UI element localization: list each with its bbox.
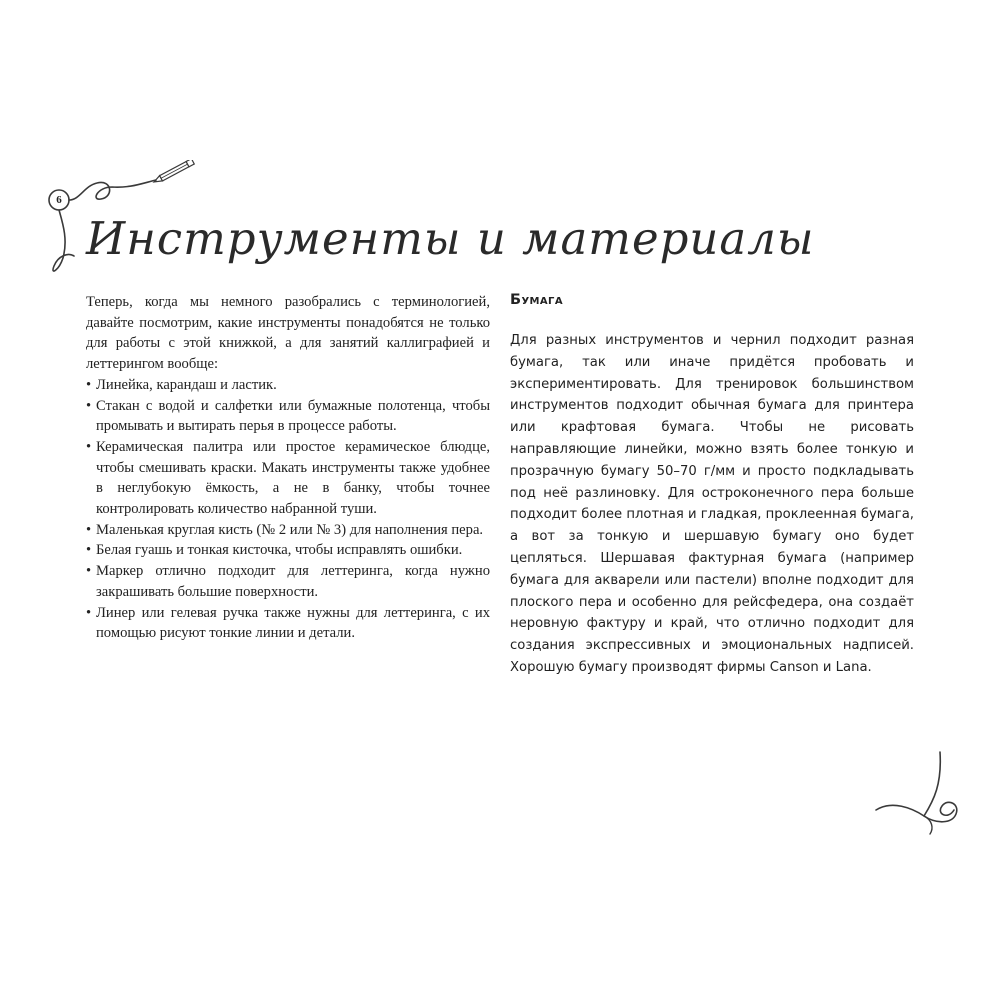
list-item: • Линер или гелевая ручка также нужны для леттеринга, с их помощью рисуют тонкие линии и детали. bbox=[86, 603, 490, 644]
list-item: • Маленькая круглая кисть (№ 2 или № 3) для наполнения пера. bbox=[86, 520, 490, 541]
pencil-icon bbox=[153, 160, 195, 185]
list-item: • Маркер отлично подходит для леттеринга, когда нужно закрашивать большие поверхности. bbox=[86, 561, 490, 602]
list-item: • Белая гуашь и тонкая кисточка, чтобы исправлять ошибки. bbox=[86, 540, 490, 561]
intro-paragraph: Теперь, когда мы немного разобрались с терминологией, давайте посмотрим, какие инструменты понадобятся не только для работы с этой книжкой, а для занятий каллиграфией и леттерингом вообще: bbox=[86, 294, 490, 373]
footer-flourish-icon bbox=[872, 748, 972, 838]
list-item: • Линейка, карандаш и ластик. bbox=[86, 375, 490, 396]
section-heading: Бумага bbox=[510, 292, 563, 308]
left-column bbox=[86, 292, 490, 644]
page-number: 6 bbox=[56, 194, 62, 206]
tools-list bbox=[86, 375, 490, 644]
list-item: • Стакан с водой и салфетки или бумажные полотенца, чтобы промывать и вытирать перья в процессе работы. bbox=[86, 396, 490, 437]
page-title: Инструменты и материалы bbox=[86, 212, 815, 265]
list-item: • Керамическая палитра или простое керамическое блюдце, чтобы смешивать краски. Макать инструменты также удобнее в неглубокую ёмкость, а не в банку, чтобы точнее контролировать количество набранной туши. bbox=[86, 437, 490, 520]
paper-paragraph: Для разных инструментов и чернил подходит разная бумага, так или иначе придётся пробовать и экспериментировать. Для тренировок большинством инструментов подходит обычная бумага для принтера или крафтовая бумага. Чтобы не рисовать направляющие линейки, можно взять более тонкую и прозрачную бумагу 50–70 г/мм и просто подкладывать под неё разлиновку. Для остроконечного пера больше подходит более плотная и гладкая, проклеенная бумага, а вот за тонкую и шершавую бумагу оно будет цепляться. Шершавая фактурная бумага (например бумага для акварели или пастели) вполне подходит для плоского пера и особенно для рейсфедера, она создаёт неровную фактуру и край, что отлично подходит для создания экспрессивных и эмоциональных надписей. Хорошую бумагу производят фирмы Canson и Lana. bbox=[510, 333, 914, 675]
